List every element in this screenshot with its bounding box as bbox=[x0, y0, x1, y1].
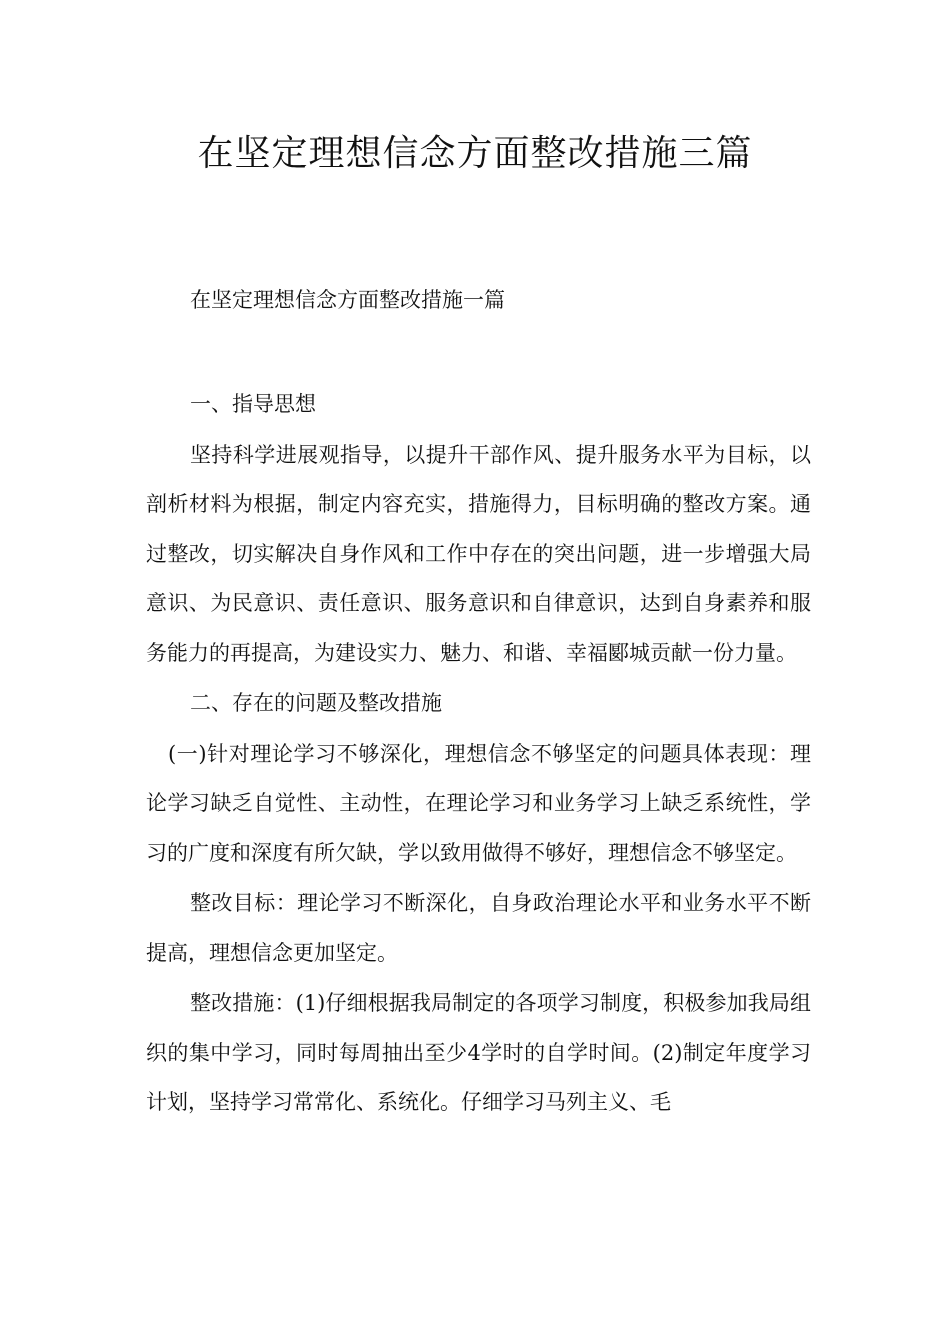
paragraph-rectification-measures: 整改措施：(1)仔细根据我局制定的各项学习制度，积极参加我局组织的集中学习，同时每周抽出至少4学时的自学时间。(2)制定年度学习计划，坚持学习常常化、系统化。仔细学习马列主义、毛 bbox=[146, 991, 811, 1114]
paragraph-guiding-ideology: 坚持科学进展观指导，以提升干部作风、提升服务水平为目标，以剖析材料为根据，制定内容充实，措施得力，目标明确的整改方案。通过整改，切实解决自身作风和工作中存在的突出问题，进一步增强大局意识、为民意识、责任意识、服务意识和自律意识，达到自身素养和服务能力的再提高，为建设实力、魅力、和谐、幸福郾城贡献一份力量。 bbox=[146, 442, 811, 665]
document-body bbox=[146, 380, 811, 1129]
paragraph-problem-one: (一)针对理论学习不够深化，理想信念不够坚定的问题具体表现：理论学习缺乏自觉性、主动性，在理论学习和业务学习上缺乏系统性，学习的广度和深度有所欠缺，学以致用做得不够好，理想信念不够坚定。 bbox=[146, 741, 811, 865]
paragraph-rectification-goal: 整改目标：理论学习不断深化，自身政治理论水平和业务水平不断提高，理想信念更加坚定。 bbox=[146, 891, 811, 965]
heading-guiding-ideology: 一、指导思想 bbox=[190, 392, 316, 416]
heading-problems-and-measures: 二、存在的问题及整改措施 bbox=[190, 691, 442, 715]
document-title: 在坚定理想信念方面整改措施三篇 bbox=[197, 133, 753, 174]
section-subtitle: 在坚定理想信念方面整改措施一篇 bbox=[190, 288, 505, 312]
